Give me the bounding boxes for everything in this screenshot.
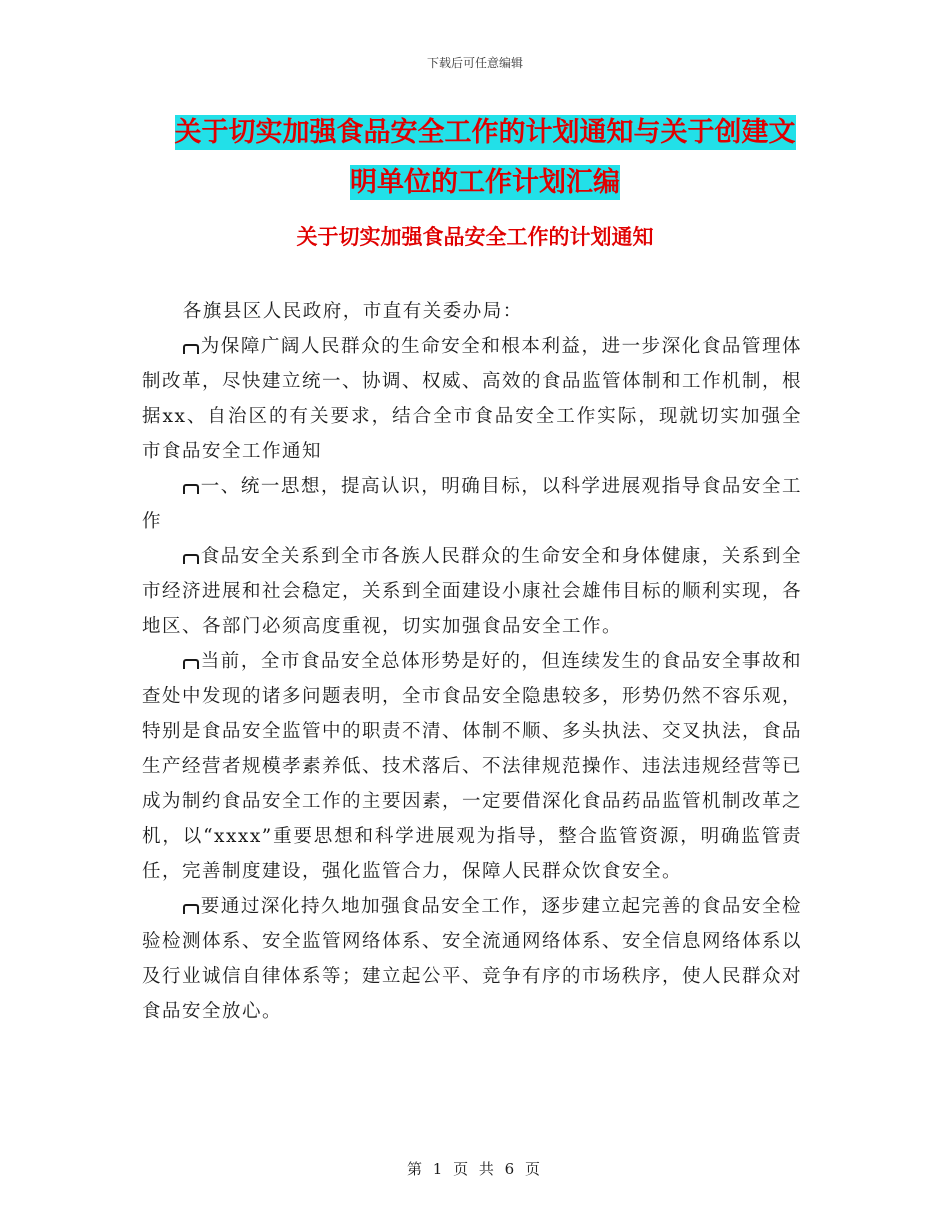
paragraph-mark-icon [183,344,199,354]
paragraph-text: 要通过深化持久地加强食品安全工作，逐步建立起完善的食品安全检验检测体系、安全监管网络体系、安全流通网络体系、安全信息网络体系以及行业诚信自律体系等；建立起公平、竞争有序的市场秩序，使人民群众对食品安全放心。 [142,896,803,1022]
paragraph-text: 当前，全市食品安全总体形势是好的，但连续发生的食品安全事故和查处中发现的诸多问题表明，全市食品安全隐患较多，形势仍然不容乐观，特别是食品安全监管中的职责不清、体制不顺、多头执法、交叉执法，食品生产经营者规模孝素养低、技术落后、不法律规范操作、违法违规经营等已成为制约食品安全工作的主要因素，一定要借深化食品药品监管机制改革之机，以“xxxx”重要思想和科学进展观为指导，整合监管资源，明确监管责任，完善制度建设，强化监管合力，保障人民群众饮食安全。 [142,651,803,882]
paragraph-text: 各旗县区人民政府，市直有关委办局： [182,301,523,322]
body-paragraph [142,889,802,1029]
header-note: 下载后可任意编辑 [426,56,523,70]
paragraph-text: 食品安全关系到全市各族人民群众的生命安全和身体健康，关系到全市经济进展和社会稳定，关系到全面建设小康社会雄伟目标的顺利实现，各地区、各部门必须高度重视，切实加强食品安全工作。 [142,546,803,637]
page-footer: 第 1 页 共 6 页 [407,1160,543,1178]
main-title-line-2: 明单位的工作计划汇编 [350,167,620,198]
body-paragraph [142,644,802,889]
paragraph-mark-icon [183,904,199,914]
main-title [140,108,830,208]
body-paragraph [142,329,802,469]
paragraph-text: 一、统一思想，提高认识，明确目标，以科学进展观指导食品安全工作 [142,476,802,532]
section-heading-paragraph [142,469,802,539]
paragraph-mark-icon [183,659,199,669]
paragraph-text: 为保障广阔人民群众的生命安全和根本利益，进一步深化食品管理体制改革，尽快建立统一、协调、权威、高效的食品监管体制和工作机制，根据xx、自治区的有关要求，结合全市食品安全工作实际，现就切实加强全市食品安全工作通知 [142,336,803,462]
body-paragraph [142,539,802,644]
paragraph-mark-icon [183,554,199,564]
main-title-line-1: 关于切实加强食品安全工作的计划通知与关于创建文 [174,117,796,148]
paragraph-mark-icon [183,484,199,494]
salutation-paragraph [142,294,802,329]
section-title: 关于切实加强食品安全工作的计划通知 [296,225,654,249]
document-body [142,294,802,1029]
